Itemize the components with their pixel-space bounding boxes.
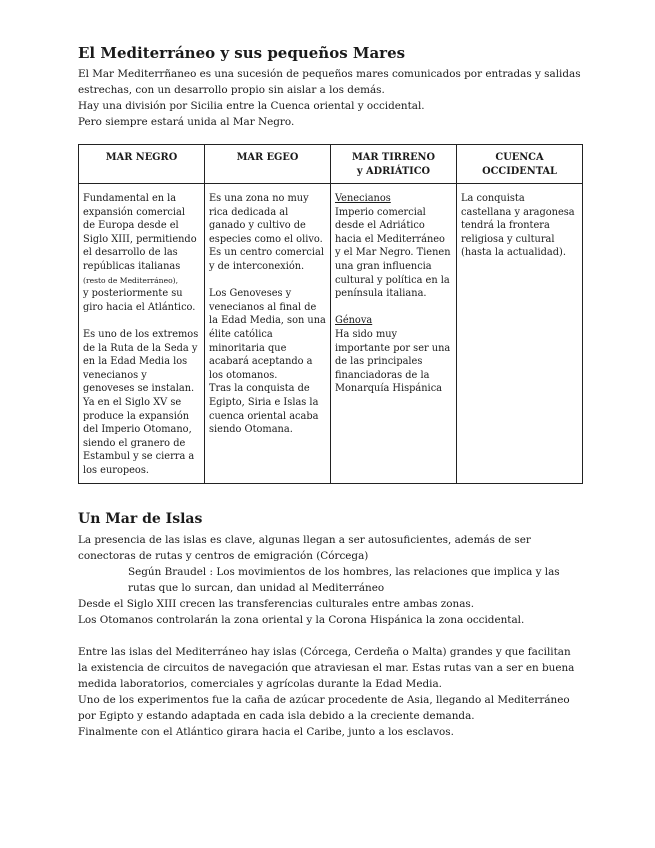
genova-heading: Génova (335, 315, 373, 327)
header-mar-tirreno-adriatico: MAR TIRRENO y ADRIÁTICO (331, 145, 457, 184)
venecianos-text: Imperio comercial desde el Adriático hacia el Mediterráneo y el Mar Negro. Tienen una gran influencia cultural y política en la península italiana. (335, 206, 451, 300)
intro-paragraph: El Mar Mediterrñaneo es una sucesión de pequeños mares comunicados por entradas y salidas estrechas, con un desarrollo propio sin aislar a los demás. (78, 68, 581, 96)
intro-line-mar-negro: Pero siempre estará unida al Mar Negro. (78, 116, 295, 128)
islas-line-otomanos: Los Otomanos controlarán la zona oriental y la Corona Hispánica la zona occidental. (78, 614, 525, 627)
mar-negro-text-2: Es uno de los extremos de la Ruta de la Seda y en la Edad Media los venecianos y genoveses se instalan. Ya en el Siglo XV se produce la expansión del Imperio Otomano, siendo el granero de Estambul y se cierra a los europeos. (83, 328, 199, 476)
header-cuenca-occidental: CUENCA OCCIDENTAL (457, 145, 583, 184)
mar-egeo-text-1: Es una zona no muy rica dedicada al ganado y cultivo de especies como el olivo. Es un centro comercial y de interconexión. (209, 193, 325, 272)
islas-line-siglo-xiii: Desde el Siglo XIII crecen las transferencias culturales entre ambas zonas. (78, 598, 475, 611)
islas-paragraph-1: La presencia de las islas es clave, algunas llegan a ser autosuficientes, además de ser conectoras de rutas y centros de emigración (Córcega) (78, 534, 531, 563)
header-mar-egeo: MAR EGEO (205, 145, 331, 184)
cell-cuenca-occidental (457, 184, 583, 484)
mar-negro-text-a: Fundamental en la expansión comercial de Europa desde el Siglo XIII, permitiendo el desarrollo de las repúblicas italianas (83, 193, 197, 272)
cell-mar-negro (79, 184, 205, 484)
mar-negro-note: (resto de Mediterráneo), (83, 275, 179, 285)
islas-paragraph-circuitos: Entre las islas del Mediterráneo hay islas (Córcega, Cerdeña o Malta) grandes y que facilitan la existencia de circuitos de navegación que atraviesan el mar. Estas rutas van a ser en buena medida laboratorios, comerciales y agrícolas durante la Edad Media. (78, 646, 575, 691)
cell-mar-egeo (205, 184, 331, 484)
cell-mar-tirreno (331, 184, 457, 484)
intro-line-division: Hay una división por Sicilia entre la Cuenca oriental y occidental. (78, 100, 425, 112)
header-mar-negro: MAR NEGRO (79, 145, 205, 184)
mar-egeo-text-3: Tras la conquista de Egipto, Siria e Islas la cuenca oriental acaba siendo Otomana. (209, 383, 319, 436)
mar-egeo-text-2: Los Genoveses y venecianos al final de la Edad Media, son una élite católica minoritaria que acabará aceptando a los otomanos. (209, 288, 326, 381)
cuenca-occidental-text: La conquista castellana y aragonesa tendrá la frontera religiosa y cultural (hasta la actualidad). (461, 193, 575, 259)
islas-line-atlantico: Finalmente con el Atlántico girara hacia el Caribe, junto a los esclavos. (78, 726, 454, 739)
venecianos-heading: Venecianos (335, 193, 391, 204)
section-title-mediterraneo: El Mediterráneo y sus pequeños Mares (78, 44, 406, 62)
seas-table (78, 144, 583, 484)
islas-paragraph-azucar: Uno de los experimentos fue la caña de azúcar procedente de Asia, llegando al Mediterráneo por Egipto y estando adaptada en cada isla debido a la creciente demanda. (78, 694, 570, 723)
braudel-quote: Según Braudel : Los movimientos de los hombres, las relaciones que implica y las rutas que lo surcan, dan unidad al Mediterráneo (128, 566, 560, 595)
genova-text: Ha sido muy importante por ser una de las principales financiadoras de la Monarquía Hispánica (335, 328, 451, 395)
section-title-islas: Un Mar de Islas (78, 511, 203, 528)
mar-negro-text-b: y posteriormente su giro hacia el Atlántico. (83, 288, 196, 313)
document-page (78, 44, 583, 740)
